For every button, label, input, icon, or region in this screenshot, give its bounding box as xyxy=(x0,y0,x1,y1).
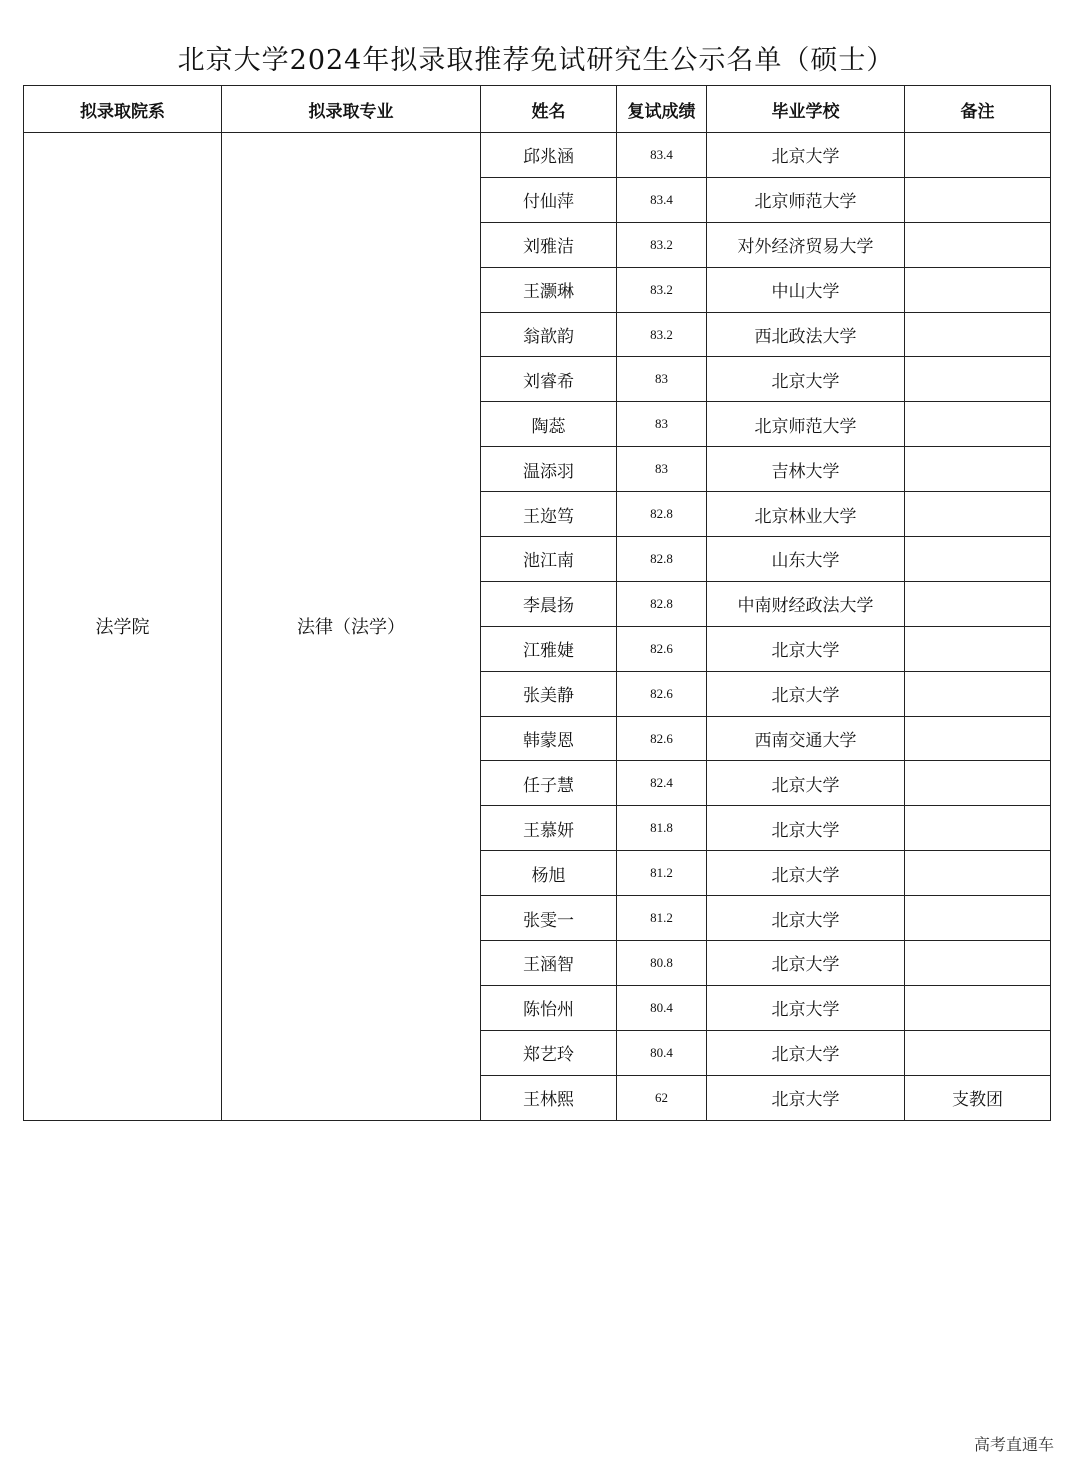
table-header-row xyxy=(24,86,1051,133)
cell-name: 邱兆涵 xyxy=(481,133,617,178)
cell-name: 李晨扬 xyxy=(481,581,617,626)
header-note: 备注 xyxy=(905,86,1051,133)
cell-school: 北京大学 xyxy=(707,941,905,986)
cell-school: 西南交通大学 xyxy=(707,716,905,761)
watermark-text: 高考直通车 xyxy=(973,1435,1054,1454)
cell-school: 中山大学 xyxy=(707,267,905,312)
cell-name: 王林熙 xyxy=(481,1075,617,1120)
cell-note xyxy=(905,312,1051,357)
cell-score: 83.4 xyxy=(617,133,707,178)
cell-note xyxy=(905,851,1051,896)
header-major: 拟录取专业 xyxy=(222,86,481,133)
cell-score: 83.2 xyxy=(617,222,707,267)
cell-score: 83 xyxy=(617,357,707,402)
cell-note xyxy=(905,133,1051,178)
cell-name: 王灏琳 xyxy=(481,267,617,312)
cell-note xyxy=(905,177,1051,222)
cell-note xyxy=(905,985,1051,1030)
cell-score: 82.8 xyxy=(617,581,707,626)
cell-name: 刘睿希 xyxy=(481,357,617,402)
cell-name: 付仙萍 xyxy=(481,177,617,222)
cell-name: 任子慧 xyxy=(481,761,617,806)
cell-note xyxy=(905,402,1051,447)
cell-name: 杨旭 xyxy=(481,851,617,896)
cell-note xyxy=(905,806,1051,851)
cell-note xyxy=(905,447,1051,492)
cell-score: 80.4 xyxy=(617,1030,707,1075)
cell-score: 82.6 xyxy=(617,716,707,761)
cell-name: 王迩笃 xyxy=(481,492,617,537)
cell-school: 山东大学 xyxy=(707,537,905,582)
cell-dept: 法学院 xyxy=(24,133,222,1121)
cell-score: 83.2 xyxy=(617,312,707,357)
cell-score: 80.4 xyxy=(617,985,707,1030)
cell-name: 温添羽 xyxy=(481,447,617,492)
header-score: 复试成绩 xyxy=(617,86,707,133)
cell-school: 北京师范大学 xyxy=(707,177,905,222)
cell-school: 西北政法大学 xyxy=(707,312,905,357)
cell-score: 82.6 xyxy=(617,671,707,716)
cell-score: 83.2 xyxy=(617,267,707,312)
cell-score: 82.8 xyxy=(617,537,707,582)
cell-name: 池江南 xyxy=(481,537,617,582)
cell-name: 张美静 xyxy=(481,671,617,716)
cell-note xyxy=(905,222,1051,267)
cell-score: 83 xyxy=(617,447,707,492)
cell-score: 62 xyxy=(617,1075,707,1120)
cell-note xyxy=(905,492,1051,537)
cell-name: 陶蕊 xyxy=(481,402,617,447)
cell-major: 法律（法学） xyxy=(222,133,481,1121)
admission-table xyxy=(23,85,1051,1121)
table-row xyxy=(24,133,1051,178)
cell-school: 北京大学 xyxy=(707,357,905,402)
cell-school: 北京大学 xyxy=(707,896,905,941)
cell-school: 北京师范大学 xyxy=(707,402,905,447)
cell-score: 81.2 xyxy=(617,896,707,941)
header-school: 毕业学校 xyxy=(707,86,905,133)
cell-score: 82.4 xyxy=(617,761,707,806)
cell-school: 北京大学 xyxy=(707,761,905,806)
cell-name: 刘雅洁 xyxy=(481,222,617,267)
cell-note xyxy=(905,267,1051,312)
cell-note xyxy=(905,1030,1051,1075)
cell-name: 张雯一 xyxy=(481,896,617,941)
cell-name: 王慕妍 xyxy=(481,806,617,851)
cell-name: 陈怡州 xyxy=(481,985,617,1030)
cell-score: 83 xyxy=(617,402,707,447)
cell-name: 王涵智 xyxy=(481,941,617,986)
cell-school: 北京大学 xyxy=(707,985,905,1030)
header-name: 姓名 xyxy=(481,86,617,133)
cell-school: 北京大学 xyxy=(707,133,905,178)
cell-school: 吉林大学 xyxy=(707,447,905,492)
cell-note xyxy=(905,357,1051,402)
cell-note xyxy=(905,716,1051,761)
cell-note xyxy=(905,896,1051,941)
cell-school: 北京林业大学 xyxy=(707,492,905,537)
cell-school: 北京大学 xyxy=(707,806,905,851)
cell-school: 北京大学 xyxy=(707,851,905,896)
cell-score: 80.8 xyxy=(617,941,707,986)
cell-note xyxy=(905,941,1051,986)
cell-school: 北京大学 xyxy=(707,626,905,671)
cell-school: 北京大学 xyxy=(707,1075,905,1120)
document-title: 北京大学2024年拟录取推荐免试研究生公示名单（硕士） xyxy=(177,45,895,76)
cell-score: 83.4 xyxy=(617,177,707,222)
cell-note xyxy=(905,761,1051,806)
cell-name: 翁歆韵 xyxy=(481,312,617,357)
cell-name: 江雅婕 xyxy=(481,626,617,671)
cell-score: 82.6 xyxy=(617,626,707,671)
cell-note: 支教团 xyxy=(905,1075,1051,1120)
cell-note xyxy=(905,537,1051,582)
header-dept: 拟录取院系 xyxy=(24,86,222,133)
cell-note xyxy=(905,581,1051,626)
cell-score: 82.8 xyxy=(617,492,707,537)
cell-name: 韩蒙恩 xyxy=(481,716,617,761)
cell-name: 郑艺玲 xyxy=(481,1030,617,1075)
cell-score: 81.2 xyxy=(617,851,707,896)
table-body xyxy=(24,133,1051,1121)
cell-school: 北京大学 xyxy=(707,671,905,716)
cell-school: 对外经济贸易大学 xyxy=(707,222,905,267)
cell-school: 中南财经政法大学 xyxy=(707,581,905,626)
cell-note xyxy=(905,626,1051,671)
cell-note xyxy=(905,671,1051,716)
cell-score: 81.8 xyxy=(617,806,707,851)
cell-school: 北京大学 xyxy=(707,1030,905,1075)
